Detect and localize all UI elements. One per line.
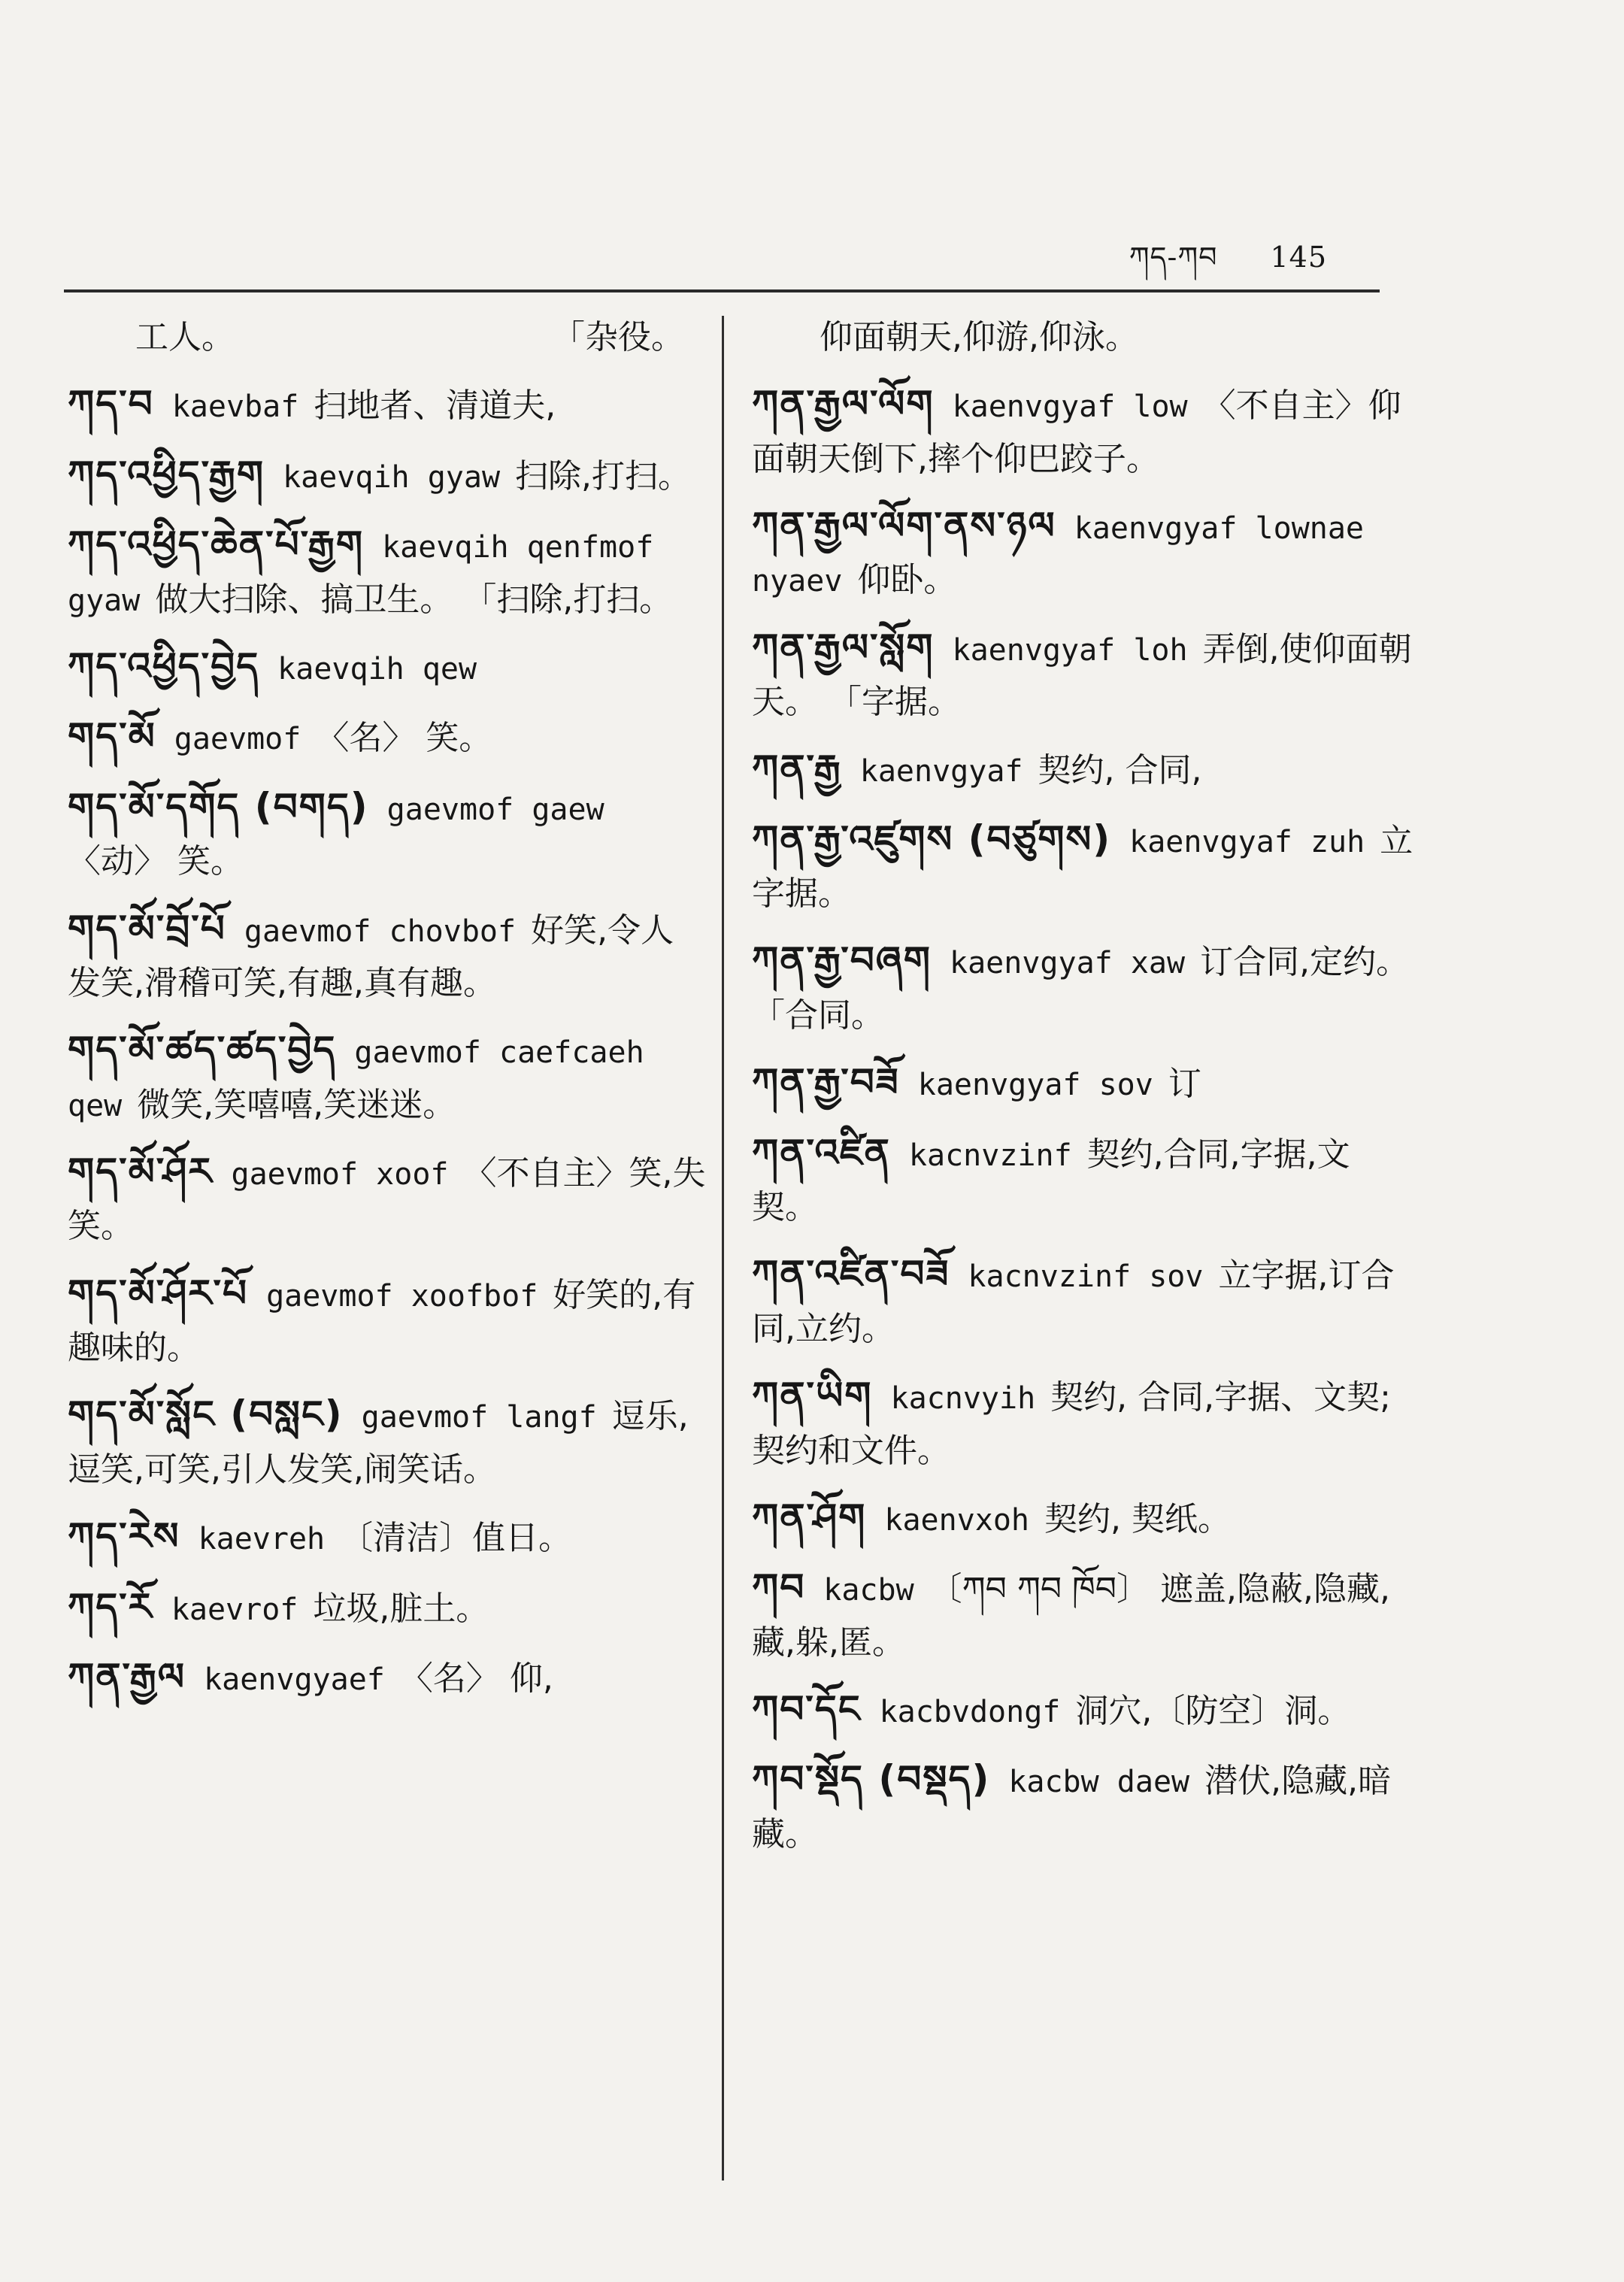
tibetan-headword: གད་མོ་དགོད (བགད) (68, 784, 369, 829)
tibetan-headword: ཀད་བ (68, 382, 154, 426)
left-dictionary-entry (68, 516, 707, 626)
tibetan-headword: ཀན་རྒྱལ (68, 1655, 186, 1699)
right-dictionary-entry (752, 932, 1413, 1041)
right-dictionary-entry (752, 1367, 1413, 1477)
left-dictionary-entry (68, 1265, 707, 1374)
chinese-gloss: 好笑,令人发笑,滑稽可笑,有趣,真有趣。 (68, 911, 674, 1003)
tibetan-headword: ཀན་རྒྱ (752, 747, 842, 791)
right-dictionary-entry (752, 1245, 1413, 1355)
romanization: kaenvgyaf sov (917, 1068, 1153, 1103)
left-dictionary-entry (68, 1508, 707, 1566)
chinese-gloss: 〈不自主〉仰面朝天倒下,摔个仰巴跤子。 (752, 386, 1401, 478)
column-rule (722, 316, 724, 2180)
chinese-gloss: 契约, 契纸。 (1044, 1499, 1231, 1538)
romanization: gaevmof gaew (386, 792, 604, 827)
right-dictionary-entry (752, 1489, 1413, 1547)
right-dictionary-entry (752, 375, 1413, 485)
tibetan-headword: ཀབ (752, 1565, 806, 1610)
romanization: gaevmof xoofbof (266, 1278, 538, 1314)
tibetan-headword: ཀབ་སྡོད (བསྡད) (752, 1757, 991, 1802)
tibetan-headword: ཀད་རེས (68, 1514, 180, 1558)
left-dictionary-entry (68, 708, 707, 766)
chinese-gloss: 〈动〉 笑。 (68, 842, 244, 881)
chinese-gloss: 〈不自主〉笑,失笑。 (68, 1153, 706, 1246)
continuation-text: 工人。 (135, 318, 235, 356)
tibetan-headword: གད་མོ (68, 714, 156, 759)
tibetan-headword: གད་མོ་ཤོར་པོ (68, 1271, 249, 1315)
tibetan-headword: ཀན་འཛིན (752, 1130, 891, 1174)
romanization: gaevmof xoof (231, 1156, 449, 1192)
left-dictionary-entry (68, 375, 707, 434)
romanization: kaenvgyaf xaw (950, 946, 1186, 981)
left-dictionary-entry (68, 1648, 707, 1707)
romanization: kacbvdongf (879, 1694, 1061, 1729)
page-header (1129, 226, 1327, 306)
romanization: kaevqih qew (277, 651, 477, 686)
left-column (68, 312, 707, 1707)
tibetan-headword: ཀན་རྒྱ་འཛུགས (བཙུགས) (752, 817, 1112, 861)
chinese-gloss: 做大扫除、搞卫生。 「扫除,打扫。 (155, 580, 673, 619)
right-dictionary-entry (752, 1680, 1413, 1739)
tibetan-headword: ཀན་ཤོག (752, 1495, 867, 1539)
chinese-gloss: 订 (1168, 1065, 1201, 1104)
chinese-gloss: 仰卧。 (857, 561, 957, 600)
romanization: kaevqih gyaw (283, 459, 501, 495)
tibetan-headword: ཀད་འཕྱིད་བྱེད (68, 644, 260, 688)
chinese-gloss: 契约, 合同,字据、文契;契约和文件。 (752, 1378, 1391, 1470)
romanization: kaenvgyaf lownae nyaev (752, 511, 1365, 599)
tibetan-headword: ཀད་འཕྱིད་རྒྱག (68, 452, 265, 496)
chinese-gloss: 洞穴,〔防空〕洞。 (1075, 1691, 1351, 1730)
chinese-gloss: 订合同,定约。 「合同。 (752, 943, 1410, 1035)
romanization: kaevbaf (171, 389, 299, 425)
romanization: kaenvgyaf low (952, 389, 1188, 425)
left-dictionary-entry (68, 900, 707, 1010)
tibetan-headword: གད་མོ་སློང (བསླང) (68, 1393, 344, 1437)
chinese-gloss: 〈名〉 仰, (399, 1659, 553, 1698)
right-dictionary-entry (752, 619, 1413, 729)
romanization: kaenvgyaf (859, 754, 1023, 789)
romanization: gaevmof chovbof (244, 914, 517, 949)
chinese-gloss: 扫除,打扫。 (515, 456, 692, 495)
tibetan-headword: ཀན་འཛིན་བཟོ (752, 1252, 950, 1296)
tibetan-headword: གད་མོ་ཤོར (68, 1149, 214, 1193)
tibetan-headword: ཀན་རྒྱལ་ལོག་ནས་ཉལ (752, 503, 1056, 547)
chinese-gloss: 契约,合同,字据,文契。 (752, 1135, 1350, 1227)
right-continuation (752, 312, 1413, 363)
right-dictionary-entry (752, 497, 1413, 607)
romanization: kacbw daew (1008, 1765, 1190, 1800)
left-dictionary-entry (68, 446, 707, 505)
romanization: gaevmof (174, 722, 301, 757)
continuation-text: 仰面朝天,仰游,仰泳。 (820, 318, 1138, 356)
chinese-gloss: 契约, 合同, (1038, 751, 1202, 790)
right-dictionary-entry (752, 1750, 1413, 1860)
chinese-gloss: 弄倒,使仰面朝天。 「字据。 (752, 629, 1412, 722)
left-dictionary-entry (68, 1143, 707, 1253)
right-column (752, 312, 1413, 1860)
right-dictionary-entry (752, 1053, 1413, 1112)
romanization: kacnvzinf (908, 1138, 1072, 1173)
tibetan-headword: ཀན་རྒྱལ་སློག (752, 625, 935, 669)
chinese-gloss: 潜伏,隐藏,暗藏。 (752, 1762, 1392, 1853)
romanization: kaenvgyaef (204, 1662, 385, 1697)
page-range-label: ཀད-ཀབ (1129, 241, 1218, 274)
romanization: kaenvxoh (884, 1502, 1030, 1538)
romanization: kaenvgyaf loh (952, 632, 1188, 668)
romanization: kaenvgyaf zuh (1129, 824, 1365, 859)
tibetan-headword: གད་མོ་བྲོ་པོ (68, 906, 226, 950)
left-dictionary-entry (68, 1578, 707, 1637)
right-dictionary-entry (752, 811, 1413, 920)
chinese-gloss: 好笑的,有趣味的。 (68, 1275, 696, 1368)
chinese-gloss: 扫地者、清道夫, (314, 386, 556, 426)
chinese-gloss: 〈名〉 笑。 (316, 719, 492, 758)
right-dictionary-entry (752, 1559, 1413, 1668)
tibetan-headword: ཀན་རྒྱ་བཟོ (752, 1060, 900, 1105)
romanization: kaevrof (171, 1592, 298, 1627)
header-rule (64, 289, 1380, 292)
tibetan-headword: ཀབ་དོང (752, 1686, 862, 1731)
chinese-gloss: 立字据,订合同,立约。 (752, 1256, 1395, 1348)
left-continuation (68, 312, 707, 363)
left-dictionary-entry (68, 638, 707, 696)
right-dictionary-entry (752, 1124, 1413, 1234)
right-dictionary-entry (752, 740, 1413, 799)
chinese-gloss: 〔清洁〕值日。 (340, 1519, 572, 1557)
tibetan-headword: ཀད་འཕྱིད་ཆེན་པོ་རྒྱག (68, 523, 365, 567)
chinese-gloss: 立字据。 (752, 821, 1413, 914)
tibetan-headword: ཀད་རོ (68, 1584, 153, 1629)
continuation-tag: 「杂役。 (552, 318, 684, 356)
tibetan-headword: ཀན་རྒྱལ་ལོག (752, 382, 935, 426)
romanization: gaevmof langf (361, 1400, 597, 1435)
left-dictionary-entry (68, 778, 707, 888)
romanization: kaevqih qenfmof gyaw (68, 530, 654, 618)
tibetan-headword: ཀན་རྒྱ་བཞག (752, 938, 932, 983)
romanization: kacbw (823, 1573, 914, 1608)
romanization: gaevmof caefcaeh qew (68, 1035, 644, 1123)
romanization: kacnvzinf sov (968, 1259, 1204, 1295)
chinese-gloss: 垃圾,脏土。 (313, 1589, 489, 1628)
romanization: kacnvyih (890, 1381, 1036, 1416)
tibetan-headword: གད་མོ་ཚད་ཚད་བྱེད (68, 1028, 337, 1072)
left-dictionary-entry (68, 1386, 707, 1496)
page-number: 145 (1270, 241, 1327, 274)
tibetan-headword: ཀན་ཡིག (752, 1374, 873, 1417)
left-dictionary-entry (68, 1021, 707, 1131)
chinese-gloss: 逗乐,逗笑,可笑,引人发笑,闹笑话。 (68, 1397, 689, 1489)
chinese-gloss: 〔ཀབ ཀབ ཁོབ〕 遮盖,隐蔽,隐藏,藏,躲,匿。 (752, 1570, 1390, 1662)
romanization: kaevreh (198, 1522, 326, 1556)
chinese-gloss: 微笑,笑嘻嘻,笑迷迷。 (137, 1085, 456, 1124)
